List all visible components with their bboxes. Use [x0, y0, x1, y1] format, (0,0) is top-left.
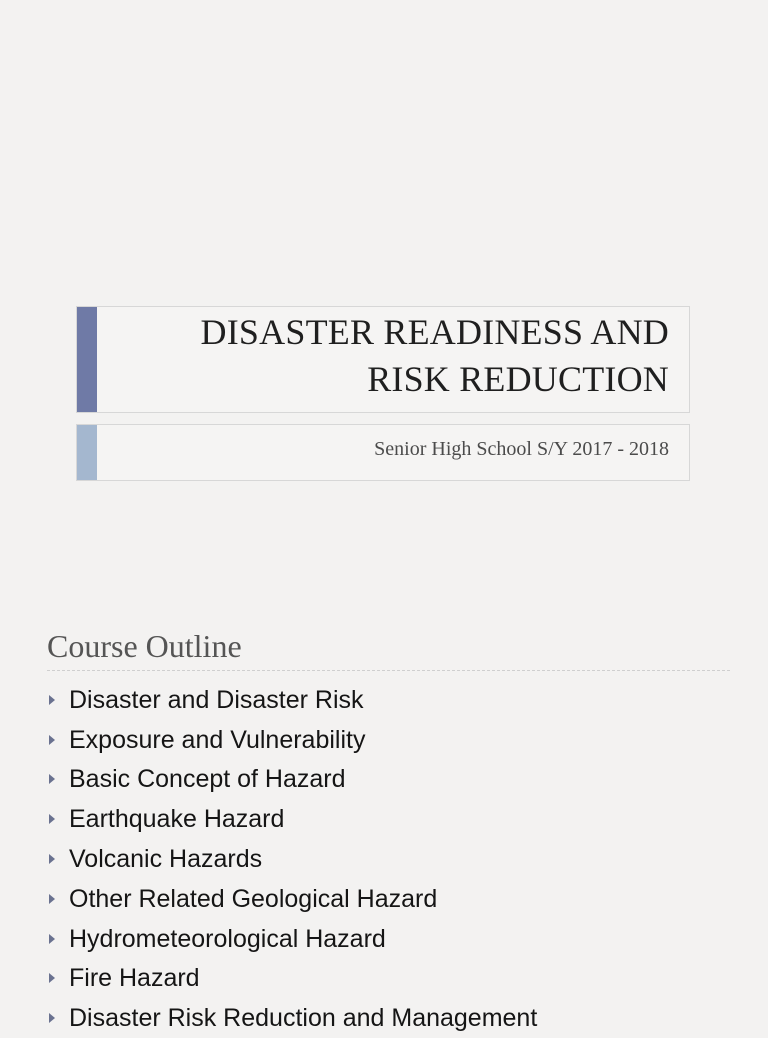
triangle-right-icon [49, 814, 55, 824]
list-item-label: Hydrometeorological Hazard [69, 924, 386, 953]
list-item [47, 839, 537, 879]
list-item-label: Exposure and Vulnerability [69, 725, 366, 754]
outline-heading: Course Outline [47, 628, 242, 664]
list-item-label: Volcanic Hazards [69, 845, 263, 874]
list-item-label: Disaster Risk Reduction and Management [69, 1004, 538, 1033]
slide-title-line-2: RISK REDUCTION [367, 359, 669, 399]
slide-title [109, 309, 669, 403]
list-item [47, 919, 537, 959]
subtitle-box [76, 424, 690, 481]
list-item [47, 760, 537, 800]
list-item [47, 998, 537, 1038]
triangle-right-icon [49, 695, 55, 705]
list-item-label: Other Related Geological Hazard [69, 884, 438, 913]
heading-divider [47, 670, 730, 671]
list-item [47, 720, 537, 760]
list-item-label: Earthquake Hazard [69, 805, 285, 834]
triangle-right-icon [49, 735, 55, 745]
title-box [76, 306, 690, 413]
triangle-right-icon [49, 774, 55, 784]
list-item [47, 799, 537, 839]
triangle-right-icon [49, 934, 55, 944]
triangle-right-icon [49, 894, 55, 904]
outline-slide [0, 596, 768, 1033]
slide-title-line-1: DISASTER READINESS AND [200, 312, 669, 352]
title-accent-bar [77, 307, 97, 412]
slide-subtitle: Senior High School S/Y 2017 - 2018 [374, 438, 669, 460]
list-item [47, 879, 537, 919]
outline-list [47, 680, 537, 1038]
triangle-right-icon [49, 973, 55, 983]
list-item-label: Fire Hazard [69, 964, 200, 993]
list-item [47, 959, 537, 999]
subtitle-accent-bar [77, 425, 97, 480]
list-item [47, 680, 537, 720]
triangle-right-icon [49, 1013, 55, 1023]
triangle-right-icon [49, 854, 55, 864]
list-item-label: Basic Concept of Hazard [69, 765, 346, 794]
list-item-label: Disaster and Disaster Risk [69, 685, 364, 714]
